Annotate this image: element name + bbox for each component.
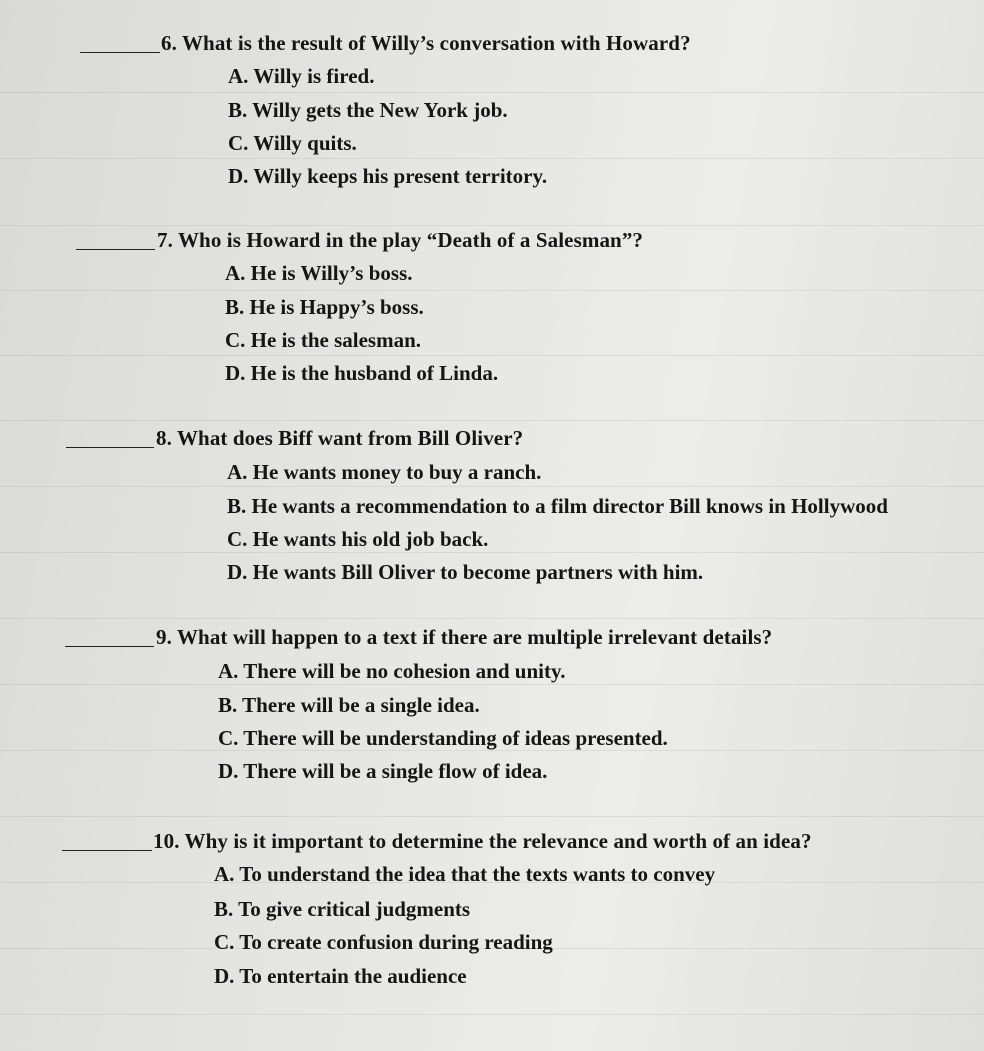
option-letter: B. [225,295,245,319]
option-text: There will be no cohesion and unity. [243,659,566,683]
option-text: He is Happy’s boss. [249,295,424,319]
option-d [214,964,467,989]
option-letter: C. [214,930,235,954]
option-letter: A. [214,862,235,886]
option-text: He wants a recommendation to a film director Bill knows in Hollywood [251,494,888,518]
option-b [214,897,470,922]
option-text: He is the husband of Linda. [250,361,499,385]
option-letter: A. [218,659,239,683]
option-text: Willy keeps his present territory. [253,164,548,188]
question-text: What does Biff want from Bill Oliver? [176,426,524,450]
option-letter: B. [214,897,234,921]
option-text: Willy gets the New York job. [252,98,508,122]
option-text: He is the salesman. [250,328,421,352]
answer-blank [66,447,154,448]
option-d [227,560,703,585]
option-letter: C. [227,527,248,551]
option-d [228,164,547,189]
option-text: There will be a single idea. [242,693,480,717]
option-c [218,726,668,751]
option-text: He is Willy’s boss. [250,261,413,285]
option-b [228,98,508,123]
option-letter: D. [214,964,235,988]
option-b [227,494,888,519]
option-letter: D. [225,361,246,385]
question-number: 10. [153,829,180,853]
option-letter: C. [225,328,246,352]
option-text: There will be understanding of ideas presented. [243,726,668,750]
question-number: 8. [156,426,172,450]
option-a [218,659,566,684]
answer-blank [80,52,160,53]
option-letter: D. [218,759,239,783]
option-c [227,527,488,552]
option-text: There will be a single flow of idea. [243,759,548,783]
question-text: Why is it important to determine the relevance and worth of an idea? [184,829,812,853]
answer-blank [62,850,152,851]
option-a [227,460,541,485]
option-text: He wants his old job back. [252,527,489,551]
option-letter: B. [228,98,248,122]
option-letter: A. [227,460,248,484]
option-letter: B. [218,693,238,717]
question-text: What is the result of Willy’s conversation with Howard? [181,31,691,55]
option-text: To entertain the audience [239,964,467,988]
option-d [225,361,498,386]
option-letter: A. [225,261,246,285]
option-text: To give critical judgments [238,897,471,921]
option-text: Willy quits. [253,131,357,155]
option-letter: B. [227,494,247,518]
question-number: 9. [156,625,172,649]
option-text: He wants Bill Oliver to become partners with him. [252,560,704,584]
option-letter: A. [228,64,249,88]
option-text: He wants money to buy a ranch. [252,460,542,484]
question-number: 6. [161,31,177,55]
option-text: To create confusion during reading [239,930,553,954]
option-b [218,693,480,718]
option-c [214,930,553,955]
answer-blank [76,249,155,250]
option-c [225,328,421,353]
answer-blank [65,646,154,647]
option-letter: C. [228,131,249,155]
option-a [225,261,413,286]
option-a [228,64,374,89]
option-letter: D. [228,164,249,188]
option-c [228,131,357,156]
option-d [218,759,547,784]
question-text: Who is Howard in the play “Death of a Salesman”? [177,228,644,252]
question-text: What will happen to a text if there are multiple irrelevant details? [176,625,773,649]
option-letter: C. [218,726,239,750]
option-text: Willy is fired. [253,64,375,88]
question-number: 7. [157,228,173,252]
option-text: To understand the idea that the texts wants to convey [239,862,716,886]
option-a [214,862,715,887]
option-letter: D. [227,560,248,584]
option-b [225,295,424,320]
